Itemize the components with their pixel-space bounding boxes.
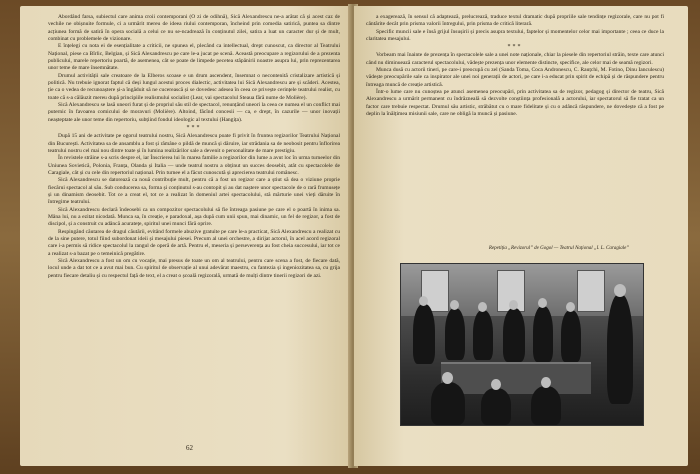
paragraph: Într-o lume care nu cunoștea pe atunci asemenea preocupări, prin activitatea sa de regizor, pedagog și director de teatru, Sică Alexandrescu a urmărit permanent cu îndrăzneală să dezvolte conștiința profesională a actorului, iar spectatorul să fie tratat ca un factor care trebuie respectat. Drumul său artistic, străbătut cu o mare fidelitate și cu o adâncă răspundere, ne dovedește că a fost pe deplin la înălțimea misiunii sale, care ne obligă la muncă și pasiune. (366, 89, 664, 118)
paragraph: E înțelegi cu nota ei de esențialitate a criticii, ne spunea el, plecând ca intellectual, drept cunoscut, ca director al Teatrului Național, piese ca Bîrlic, Belgian, și Sică Alexandrescu pe care le-a jucat pe scenă. Această preocupare a regizorului de a prezenta publicului, marele repertoriu poartă, de asemenea, cât se poate de limpede pecetea stăpânirii noastre asupra lui, prin reprezentarea unor teme de mare însemnătate. (48, 43, 340, 72)
section-separator: *** (186, 125, 202, 132)
photo-person (561, 310, 581, 362)
photo-person (503, 308, 525, 362)
paragraph: Vorbeam mai înainte de prezența în spectacolele sale a unei note naționale, chiar la piesele din repertoriul străin, texte care atunci când nu diminuează caracterul spectacolului, vădește prezența unor elemente distincte, specifice, ale celor mai de seamă regizori. (366, 52, 664, 66)
photo-table (441, 362, 591, 394)
photo-person-head (491, 379, 501, 390)
photo-person (533, 306, 553, 362)
paragraph: Munca dusă cu actorii tineri, pe care-i preocupă cu zel (Sanda Toma, Coca Andronescu, C. Rauțchi, M. Fotino, Dinu Ianculescu) vădește preocupările sale ca inspirator ale unei noi generații de actori, pe care i-a educat prin spirit de echipă și de răspundere pentru întreaga muncă de creație artistică. (366, 67, 664, 88)
photo-seated-person (531, 386, 561, 425)
photo-person-head (450, 300, 459, 310)
photo-person (473, 310, 493, 360)
photo-person-head (509, 300, 518, 310)
photo-person-head (419, 296, 428, 306)
paragraph: Sică Alexandrescu declară îndeosebi ca un compozitor spectacolului să fie întreaga pasiune pe care el o poartă în inima sa. Mâna lui, nu a ezitat nicodată. Munca sa, în creație, e paradoxal, așa după cum unii spun, mai dinamic, un fel de regizor, a fost de discipol, și a construit cu adâncă acuratețe, spiritul unei munci fără oprire. (48, 206, 340, 228)
page-number: 62 (186, 444, 193, 452)
photo-person-head (566, 302, 575, 312)
photo-person (413, 304, 435, 364)
photo-caption: Repetiția „Revizorul” de Gogol — Teatrul Național „I. L. Caragiale” (488, 246, 630, 251)
section-separator: *** (507, 44, 523, 51)
photo-person-head (442, 372, 453, 384)
paragraph: Sică Alexandrescu se datorează ca nouă contribuție mult, pentru că a fost un regizor care a știut să dea o viziune proprie fiecărui spectacol al său. Sub conducerea sa, forma și conținutul s-au contopit și au dat naștere unor spectacole de o rară frumusețe și un dinamism deosebit. Tot ce a creat el, tot ce a realizat în domeniul artei spectacolului, stă mărturie unei vieți dăruite în întregime teatrului. (48, 177, 340, 206)
paragraph: Sică Alexandrescu se lasă uneori furat și de propriul său stil de spectacol, renunțând uneori la ceea ce numea el un conflict mai puternic în favoarea comicului de moravuri (Molière). Altoind, făcînd concesii — ca, e drept, în cazurile — unor inovații neașteptate ale unor teme din repertoriu, subțiind fondul ideologic al textului (Hangița). (48, 102, 340, 123)
paragraph: Sică Alexandrescu a fost un om cu vocație, mai presus de toate un om al teatrului, pentru care scena a fost, de fiecare dată, locul unde a dat tot ce a avut mai bun. Cu spiritul de observație al unui adevărat maestru, cu fantezia și ingeniozitatea sa, cu grija pentru fiecare detaliu și cu respectul față de text, el a creat o școală regizorală, urmată de mulți dintre tinerii regizori de azi. (48, 258, 340, 279)
paragraph: Drumul activității sale creatoare de la Elberos scoase e un drum ascendent, însemnat o necontenită cristalizare artistică și politică. Nu trebuie ignorat faptul că deși lungul acestui proces dialectic, activitatea lui Sică Alexandrescu are și scăderi. Acestea, ție ca o vedea de recunoaștere și-a îngăduit să ne cucerească și se dovedesc adesea în ceea ce privește cerințele teatrului realist, cu toate că s-a călăuzit mereu după principiile realismului socialist (Lear, vai spectacolul Steaua fără nume de Molière). (48, 72, 340, 101)
photo-standing-director (607, 294, 633, 404)
paragraph: După 15 ani de activitate pe ogorul teatrului nostru, Sică Alexandrescu poate fi privit în fruntea regizorilor Teatrului Național din București. Activitatea sa de ansamblu a fost și rămâne o pildă de muncă și dăruire, iar strădania sa de neobosit pentru înflorirea teatrului nostru cel mai nou dintre toate și în lumina realizărilor sale a devenit o personalitate de mare prestigiu. (48, 133, 340, 154)
left-page (20, 6, 352, 466)
rehearsal-photo (400, 263, 644, 426)
paragraph: În revistele străine s-a scris despre el, iar Înscrierea lui în marea familie a regizorilor din lume a avut loc în urma turneelor din Uniunea Sovietică, Polonia, Franța, Olanda și Italia — unde teatrul nostru a obținut un succes deosebit, atât cu spectacolele de Caragiale, cât și cu cele din repertoriul național. Prin turnee el a făcut cunoscută și aprecierea teatrului românesc. (48, 155, 340, 176)
paragraph: Specific muncii sale e însă grijul însușirii și precis asupra textului, faptelor și momentelor celor mai importante ; ceea ce duce la claritatea mesajului. (366, 28, 664, 43)
photo-person-head (478, 302, 487, 312)
photo-person-head (538, 298, 547, 308)
photo-person-head (541, 377, 551, 388)
paragraph: a exagerează, în sensul că adaptează, prelucrează, traduce textul dramatic după propriile sale tendințe regizorale, care nu pot fi cântărite decât prin prisma valorii întregului, prin prisma de critică literară. (366, 14, 664, 28)
photo-seated-person (431, 382, 465, 425)
left-text-column (48, 14, 340, 280)
paragraph: Abordând farsa, subiectul care anima croii contemporani (O zi de odihnă), Sică Alexandrescu ne-a arătat că și acest caz de vechile ne obișnuite formule, ci a urmărit mereu de ideea riului contemporan, încheind prin comedia satirică, puntea sa dintre acțiunea formă de satiră în opera socială a celui ce nu se-ncadrează în conținutul zilei, satira a luat un caracter dur și de mult, combinat cu problemele de vizionare. (48, 14, 340, 43)
photo-person (445, 308, 465, 360)
photo-seated-person (481, 388, 511, 425)
photo-person-head (614, 284, 626, 297)
right-text-column (366, 14, 664, 118)
right-page (354, 6, 688, 466)
paragraph: Respingând căutarea de dragul căutării, evitând formele abuzive gratuite pe care le-a practicat, Sică Alexandrescu a realizat cu de la sine putere, totul fiind subordonat ideii și mesajului piesei. Precum al unei orchestre, a dirijat actorul, în acel acord regizoral care i-a permis să ridice spectacolul la rangul de operă de artă. Pentru el, meseria și perseverența au fost cheia succesului, iar tot ce a realizat s-a bazat pe o temeinică pregătire. (48, 228, 340, 257)
photo-window (577, 270, 605, 312)
